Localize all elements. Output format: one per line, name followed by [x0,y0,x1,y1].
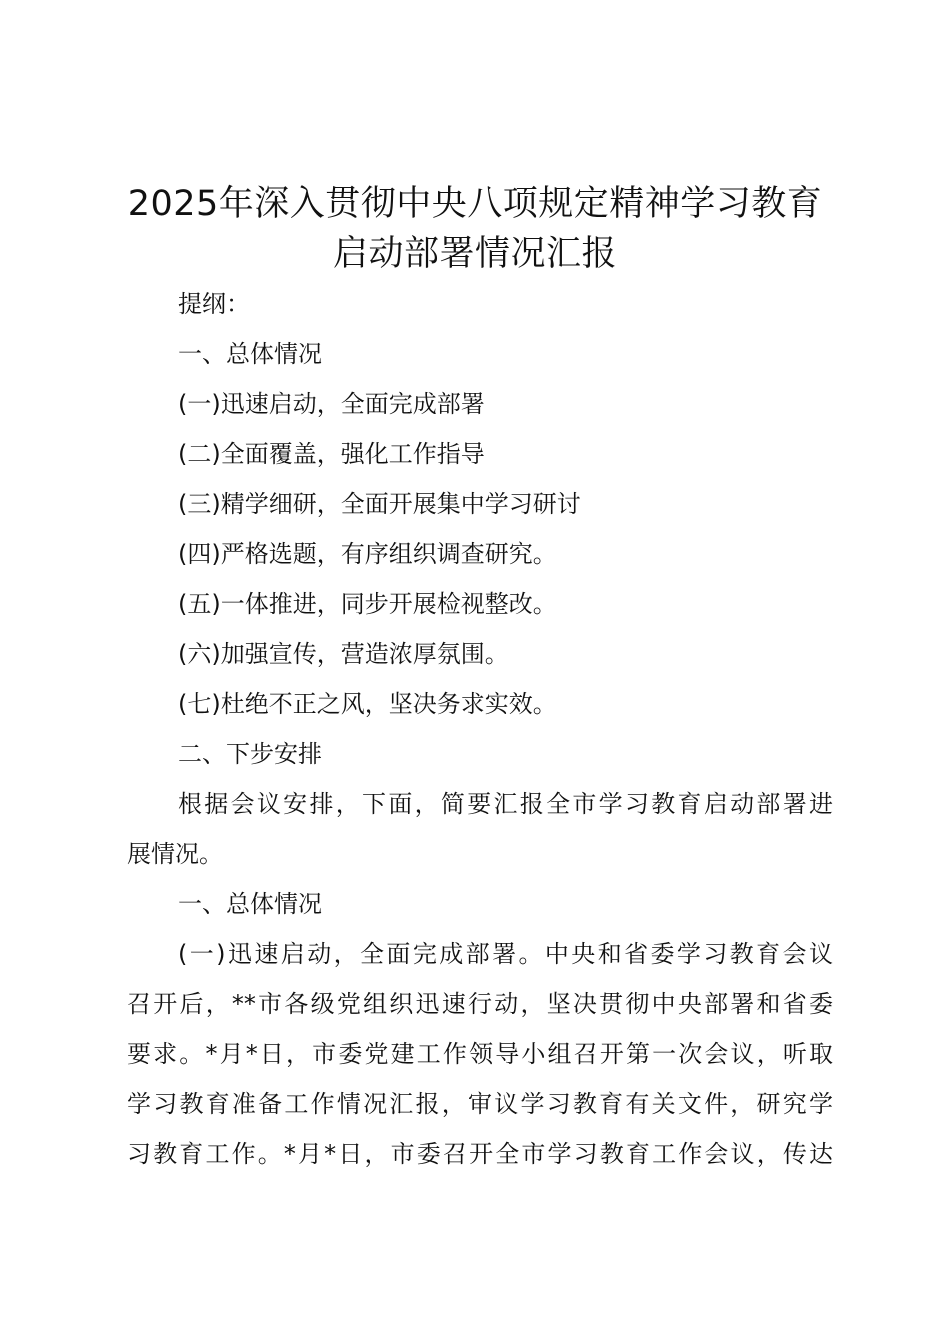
body-paragraph-line: 习教育工作。*月*日，市委召开全市学习教育工作会议，传达 [127,1140,833,1168]
outline-item: 二、下步安排 [178,740,322,768]
document-title-line1: 2025年深入贯彻中央八项规定精神学习教育 [127,184,823,224]
outline-item: (二)全面覆盖，强化工作指导 [178,440,485,468]
body-paragraph-line: 召开后，**市各级党组织迅速行动，坚决贯彻中央部署和省委 [127,990,833,1018]
intro-paragraph-line: 根据会议安排，下面，简要汇报全市学习教育启动部署进 [178,790,833,818]
outline-item: 一、总体情况 [178,340,322,368]
outline-item: (六)加强宣传，营造浓厚氛围。 [178,640,509,668]
document-title-line2: 启动部署情况汇报 [332,234,617,274]
body-paragraph-line: 学习教育准备工作情况汇报，审议学习教育有关文件，研究学 [127,1090,833,1118]
body-paragraph-line: 要求。*月*日，市委党建工作领导小组召开第一次会议，听取 [127,1040,833,1068]
section-heading: 一、总体情况 [178,890,322,918]
outline-item: (三)精学细研，全面开展集中学习研讨 [178,490,581,518]
outline-item: (四)严格选题，有序组织调查研究。 [178,540,557,568]
outline-item: (一)迅速启动，全面完成部署 [178,390,485,418]
outline-item: (五)一体推进，同步开展检视整改。 [178,590,557,618]
body-paragraph-line: (一)迅速启动，全面完成部署。中央和省委学习教育会议 [178,940,833,968]
outline-item: (七)杜绝不正之风，坚决务求实效。 [178,690,557,718]
intro-paragraph-line: 展情况。 [127,840,223,868]
outline-label: 提纲： [178,290,250,318]
